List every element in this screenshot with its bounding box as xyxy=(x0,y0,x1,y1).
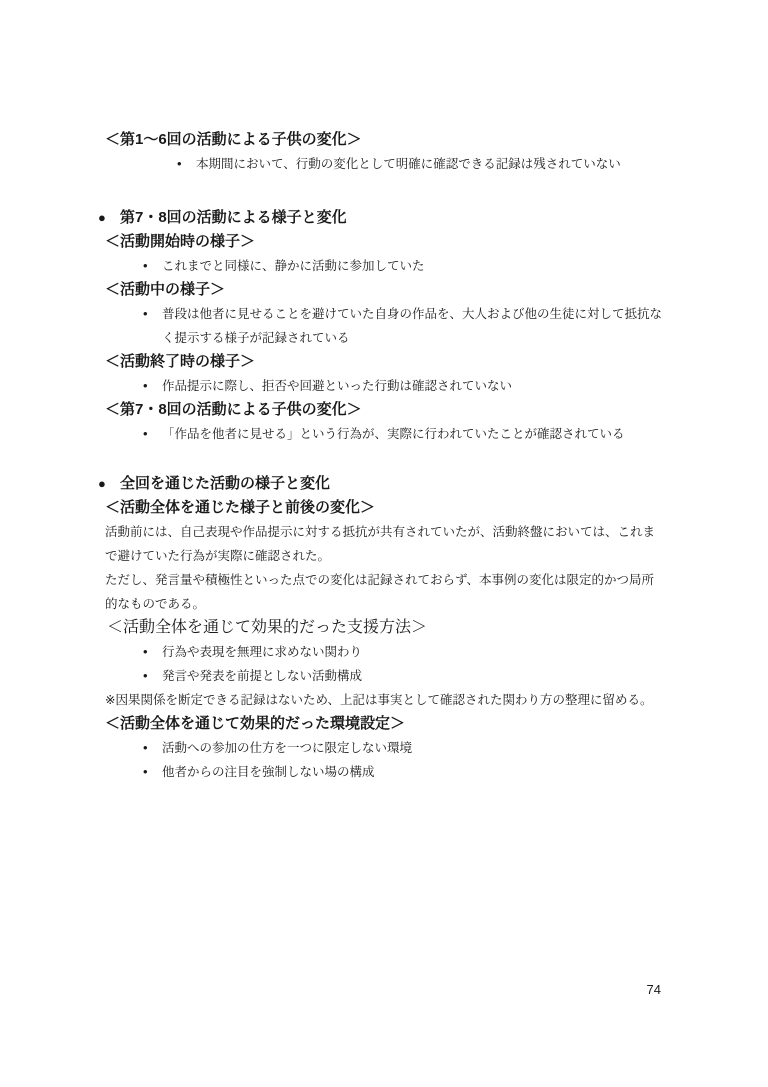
bullet-item xyxy=(105,152,663,176)
bullet-item xyxy=(105,422,663,446)
bullet-item xyxy=(105,664,663,688)
subsection-heading-light: ＜活動全体を通じて効果的だった支援方法＞ xyxy=(107,619,428,636)
paragraph: ただし、発言量や積極性といった点での変化は記録されておらず、本事例の変化は限定的かつ局所的なものである。 xyxy=(105,573,655,611)
section-heading-text: 全回を通じた活動の様子と変化 xyxy=(120,475,331,492)
bullet-item xyxy=(105,374,663,398)
document-page xyxy=(98,128,663,784)
bullet-item xyxy=(105,302,663,350)
subsection-heading: ＜活動全体を通じて効果的だった環境設定＞ xyxy=(105,715,406,732)
bullet-text: 本期間において、行動の変化として明確に確認できる記録は残されていない xyxy=(196,157,621,171)
section-heading xyxy=(98,472,663,496)
bullet-text: 行為や表現を無理に求めない関わり xyxy=(162,645,363,659)
bullet-text: これまでと同様に、静かに活動に参加していた xyxy=(162,259,425,273)
bullet-text: 活動への参加の仕方を一つに限定しない環境 xyxy=(162,741,413,755)
subsection-heading: ＜活動中の様子＞ xyxy=(105,281,226,298)
subsection-heading: ＜活動開始時の様子＞ xyxy=(105,233,256,250)
bullet-icon: • xyxy=(143,378,148,393)
subsection-heading: ＜第7・8回の活動による子供の変化＞ xyxy=(105,401,362,418)
bullet-icon: • xyxy=(143,740,148,755)
bullet-text: 作品提示に際し、拒否や回避といった行動は確認されていない xyxy=(162,379,513,393)
note-line: ※因果関係を断定できる記録はないため、上記は事実として確認された関わり方の整理に留める。 xyxy=(105,693,653,707)
bullet-icon: • xyxy=(143,764,148,779)
bullet-item xyxy=(105,736,663,760)
bullet-item xyxy=(105,760,663,784)
bullet-icon: • xyxy=(143,644,148,659)
subsection-heading: ＜活動終了時の様子＞ xyxy=(105,353,256,370)
bullet-item xyxy=(105,254,663,278)
bullet-text: 発言や発表を前提としない活動構成 xyxy=(162,669,363,683)
section-bullet-icon: ● xyxy=(98,210,106,225)
subsection-heading: ＜活動全体を通じた様子と前後の変化＞ xyxy=(105,499,376,516)
bullet-icon: • xyxy=(143,668,148,683)
paragraph: 活動前には、自己表現や作品提示に対する抵抗が共有されていたが、活動終盤においては、これまで避けていた行為が実際に確認された。 xyxy=(105,525,656,563)
subsection-heading: ＜第1～6回の活動による子供の変化＞ xyxy=(105,131,362,148)
section-heading-text: 第7・8回の活動による様子と変化 xyxy=(120,209,347,226)
bullet-text: 普段は他者に見せることを避けていた自身の作品を、大人および他の生徒に対して抵抗なく提示する様子が記録されている xyxy=(162,307,663,345)
bullet-icon: • xyxy=(143,426,148,441)
bullet-icon: • xyxy=(177,156,182,171)
blank-line xyxy=(105,176,663,206)
bullet-text: 「作品を他者に見せる」という行為が、実際に行われていたことが確認されている xyxy=(162,427,625,441)
bullet-item xyxy=(105,640,663,664)
bullet-text: 他者からの注目を強制しない場の構成 xyxy=(162,765,375,779)
bullet-icon: • xyxy=(143,258,148,273)
bullet-icon: • xyxy=(143,306,148,321)
section-heading xyxy=(98,206,663,230)
section-bullet-icon: ● xyxy=(98,476,106,491)
blank-line xyxy=(105,446,663,472)
page-number: 74 xyxy=(646,982,661,997)
